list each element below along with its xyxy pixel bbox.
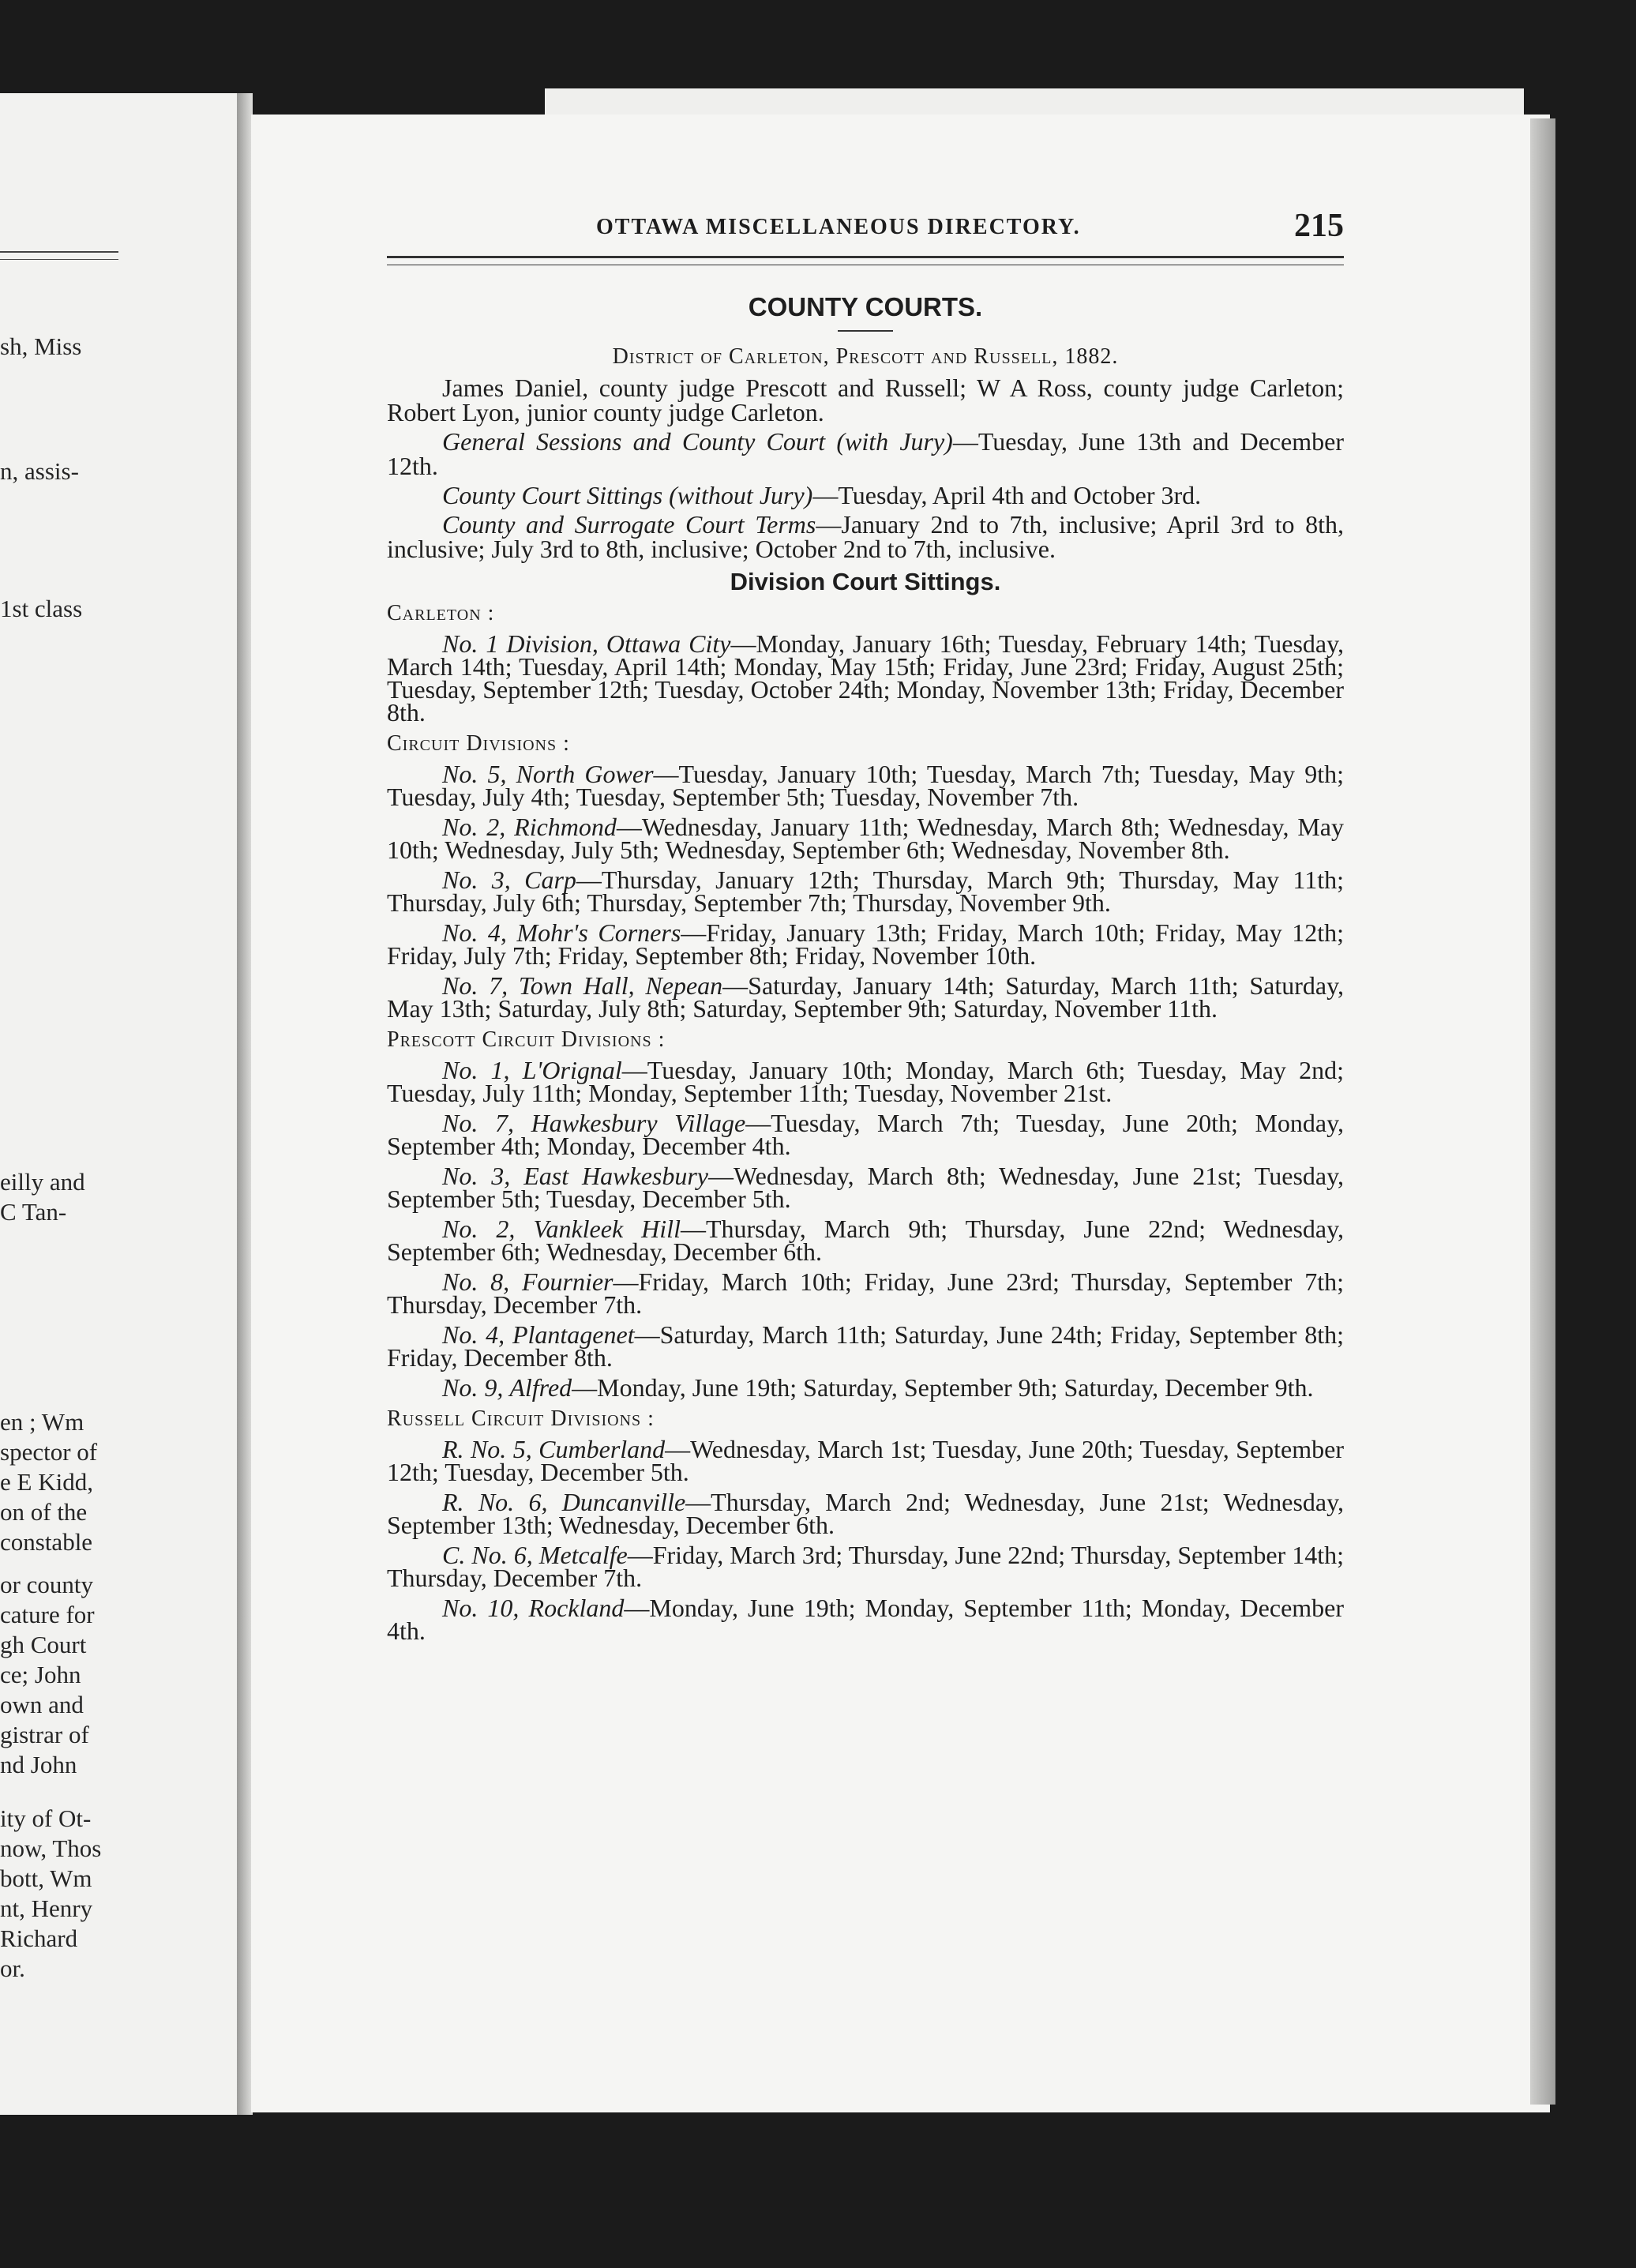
- court-sitting-entry: [387, 1594, 1345, 1645]
- district-line: District of Carleton, Prescott and Russell, 1882.: [612, 344, 1119, 369]
- carleton-list: [387, 629, 1345, 727]
- court-sitting-entry: [387, 1541, 1345, 1592]
- court-sitting-entry: [387, 1056, 1345, 1107]
- court-sitting-entry: [387, 866, 1345, 917]
- division-place: Alfred: [509, 1373, 572, 1402]
- court-sitting-entry: [387, 813, 1345, 864]
- left-page-fragment: ity of Ot-: [0, 1804, 92, 1832]
- sitting-dates: —Wednesday, January 11th; Wednesday, March 8th; Wednesday, May 10th; Wednesday, July 5th; Wednesday, September 6th; Wednesday, November 8th.: [387, 813, 1345, 864]
- left-page-fragment: cature for: [0, 1601, 95, 1628]
- judges-paragraph: James Daniel, county judge Prescott and Russell; W A Ross, county judge Carleton; Robert Lyon, junior county judge Carleton.: [387, 374, 1344, 426]
- sitting-dates: —Thursday, March 9th; Thursday, June 22nd; Wednesday, September 6th; Wednesday, December 6th.: [387, 1215, 1345, 1266]
- left-page-rule: [0, 251, 118, 260]
- left-page-fragment: now, Thos: [0, 1834, 102, 1862]
- page-edge: [1530, 118, 1555, 2105]
- division-place: Richmond: [514, 813, 617, 841]
- sitting-dates: —Tuesday, March 7th; Tuesday, June 20th; Monday, September 4th; Monday, December 4th.: [387, 1109, 1345, 1160]
- division-number: No. 9,: [442, 1373, 504, 1402]
- division-place: Division, Ottawa City: [506, 629, 731, 658]
- division-place: Cumberland: [538, 1435, 666, 1463]
- division-number: No. 4,: [442, 1320, 505, 1349]
- left-page-fragment: nt, Henry: [0, 1894, 93, 1922]
- division-place: L'Orignal: [522, 1056, 622, 1084]
- left-page-fragment: bott, Wm: [0, 1864, 92, 1892]
- sitting-dates: —Thursday, March 2nd; Wednesday, June 21st; Wednesday, September 13th; Wednesday, December 6th.: [387, 1488, 1345, 1539]
- left-page-fragment: sh, Miss: [0, 332, 82, 360]
- court-sitting-entry: [387, 918, 1345, 970]
- court-sitting-entry: [387, 629, 1345, 727]
- page-content: [387, 207, 1344, 1650]
- carleton-label: Carleton :: [387, 601, 495, 625]
- russell-divisions-label: Russell Circuit Divisions :: [387, 1406, 655, 1431]
- left-page-fragment: C Tan-: [0, 1198, 67, 1226]
- division-court-heading: Division Court Sittings.: [730, 568, 1001, 595]
- surrogate-terms-dates: —January 2nd to 7th, inclusive; April 3rd to 8th, inclusive; July 3rd to 8th, inclusive; October 2nd to 7th, inclusive.: [387, 510, 1345, 563]
- division-number: No. 7,: [442, 1109, 514, 1137]
- court-sitting-entry: [387, 1435, 1345, 1486]
- sitting-dates: —Saturday, March 11th; Saturday, June 24th; Friday, September 8th; Friday, December 8th.: [387, 1320, 1345, 1372]
- header-rule: [387, 256, 1344, 265]
- general-sessions-dates: —Tuesday, June 13th and December 12th.: [387, 427, 1345, 480]
- court-sitting-entry: [387, 1215, 1345, 1266]
- division-place: Hawkesbury Village: [531, 1109, 746, 1137]
- page-number: 215: [1294, 208, 1344, 244]
- division-place: Metcalfe: [538, 1541, 628, 1569]
- sitting-dates: —Tuesday, January 10th; Monday, March 6th; Tuesday, May 2nd; Tuesday, July 11th; Monday, September 11th; Tuesday, November 21st.: [387, 1056, 1345, 1107]
- surrogate-terms-label: County and Surrogate Court Terms: [442, 510, 816, 539]
- court-sitting-entry: [387, 971, 1345, 1023]
- left-page-fragment: e E Kidd,: [0, 1468, 93, 1496]
- division-number: No. 4,: [442, 918, 507, 947]
- sitting-dates: —Tuesday, January 10th; Tuesday, March 7th; Tuesday, May 9th; Tuesday, July 4th; Tuesday, September 5th; Tuesday, November 7th.: [387, 760, 1344, 811]
- division-place: Duncanville: [561, 1488, 686, 1516]
- division-place: East Hawkesbury: [523, 1162, 709, 1190]
- left-page-fragment: 1st class: [0, 595, 83, 622]
- division-place: Fournier: [521, 1267, 614, 1296]
- division-place: Plantagenet: [512, 1320, 635, 1349]
- sitting-dates: —Thursday, January 12th; Thursday, March 9th; Thursday, May 11th; Thursday, July 6th; Thursday, September 7th; Thursday, November 9th.: [387, 866, 1345, 917]
- left-page-fragment: gh Court: [0, 1631, 87, 1658]
- division-place: Rockland: [528, 1594, 625, 1622]
- general-sessions-paragraph: [387, 427, 1345, 480]
- surrogate-terms-paragraph: [387, 510, 1345, 563]
- county-courts-heading: COUNTY COURTS.: [748, 292, 983, 321]
- left-page-fragment: ce; John: [0, 1661, 81, 1688]
- division-number: R. No. 5,: [442, 1435, 532, 1463]
- left-page-fragment: en ; Wm: [0, 1408, 84, 1436]
- sitting-dates: —Wednesday, March 8th; Wednesday, June 21st; Tuesday, September 5th; Tuesday, December 5th.: [387, 1162, 1345, 1213]
- division-number: No. 2,: [442, 1215, 516, 1243]
- sitting-dates: —Monday, January 16th; Tuesday, February 14th; Tuesday, March 14th; Tuesday, April 14th; Monday, May 15th; Friday, June 23rd; Friday, August 25th; Tuesday, September 12th; Tuesday, October 24th; Monday, November 13th; Friday, December 8th.: [387, 629, 1345, 727]
- left-page-fragment: spector of: [0, 1438, 98, 1466]
- prescott-divisions-label: Prescott Circuit Divisions :: [387, 1027, 666, 1052]
- division-number: No. 5,: [442, 760, 507, 788]
- left-page-fragment: constable: [0, 1528, 93, 1556]
- division-number: No. 3,: [442, 1162, 511, 1190]
- left-page-fragment: nd John: [0, 1751, 77, 1778]
- division-place: Town Hall, Nepean: [518, 971, 723, 1000]
- left-page-fragment: Richard: [0, 1924, 78, 1952]
- division-place: Mohr's Corners: [516, 918, 681, 947]
- running-title: OTTAWA MISCELLANEOUS DIRECTORY.: [596, 215, 1081, 239]
- sitting-dates: —Saturday, January 14th; Saturday, March 11th; Saturday, May 13th; Saturday, July 8th; Saturday, September 9th; Saturday, November 11th.: [387, 971, 1345, 1023]
- circuit-divisions-list: [387, 760, 1345, 1023]
- division-place: Vankleek Hill: [533, 1215, 681, 1243]
- court-sitting-entry: [387, 760, 1344, 811]
- sitting-dates: —Friday, January 13th; Friday, March 10th; Friday, May 12th; Friday, July 7th; Friday, September 8th; Friday, November 10th.: [387, 918, 1345, 970]
- left-page-fragment: or.: [0, 1954, 25, 1982]
- division-number: No. 7,: [442, 971, 508, 1000]
- county-court-sittings-paragraph: [387, 483, 1344, 508]
- sitting-dates: —Monday, June 19th; Monday, September 11th; Monday, December 4th.: [387, 1594, 1345, 1645]
- left-page-fragment: own and: [0, 1691, 84, 1718]
- book-gutter: [237, 93, 253, 2115]
- division-number: C. No. 6,: [442, 1541, 533, 1569]
- court-sitting-entry: [387, 1320, 1345, 1372]
- running-head: [387, 207, 1344, 256]
- division-place: Carp: [524, 866, 576, 894]
- russell-divisions-list: [387, 1435, 1345, 1645]
- court-sitting-entry: [387, 1109, 1345, 1160]
- court-sitting-entry: [387, 1162, 1345, 1213]
- prescott-divisions-list: [387, 1056, 1345, 1402]
- division-place: North Gower: [516, 760, 654, 788]
- left-page-fragment: or county: [0, 1571, 93, 1598]
- sitting-dates: —Friday, March 3rd; Thursday, June 22nd; Thursday, September 14th; Thursday, December 7th.: [387, 1541, 1345, 1592]
- heading-rule: [838, 330, 893, 332]
- sitting-dates: —Monday, June 19th; Saturday, September 9th; Saturday, December 9th.: [572, 1373, 1314, 1402]
- court-sitting-entry: [387, 1488, 1345, 1539]
- division-number: No. 2,: [442, 813, 506, 841]
- division-number: No. 1,: [442, 1056, 510, 1084]
- court-sitting-entry: [387, 1373, 1344, 1402]
- left-page-fragment: on of the: [0, 1498, 88, 1526]
- county-court-sittings-dates: —Tuesday, April 4th and October 3rd.: [812, 481, 1202, 509]
- division-number: No. 10,: [442, 1594, 520, 1622]
- left-page-fragment: gistrar of: [0, 1721, 89, 1748]
- general-sessions-label: General Sessions and County Court (with Jury): [442, 427, 953, 456]
- sitting-dates: —Friday, March 10th; Friday, June 23rd; Thursday, September 7th; Thursday, December 7th.: [387, 1267, 1345, 1319]
- left-page-fragment: n, assis-: [0, 457, 79, 485]
- division-number: No. 3,: [442, 866, 511, 894]
- division-number: No. 1: [442, 629, 499, 658]
- sitting-dates: —Wednesday, March 1st; Tuesday, June 20th; Tuesday, September 12th; Tuesday, December 5th.: [387, 1435, 1345, 1486]
- court-sitting-entry: [387, 1267, 1345, 1319]
- county-court-sittings-label: County Court Sittings (without Jury): [442, 481, 813, 509]
- division-number: No. 8,: [442, 1267, 510, 1296]
- left-page-fragment: eilly and: [0, 1168, 85, 1196]
- circuit-divisions-label: Circuit Divisions :: [387, 731, 570, 756]
- division-number: R. No. 6,: [442, 1488, 548, 1516]
